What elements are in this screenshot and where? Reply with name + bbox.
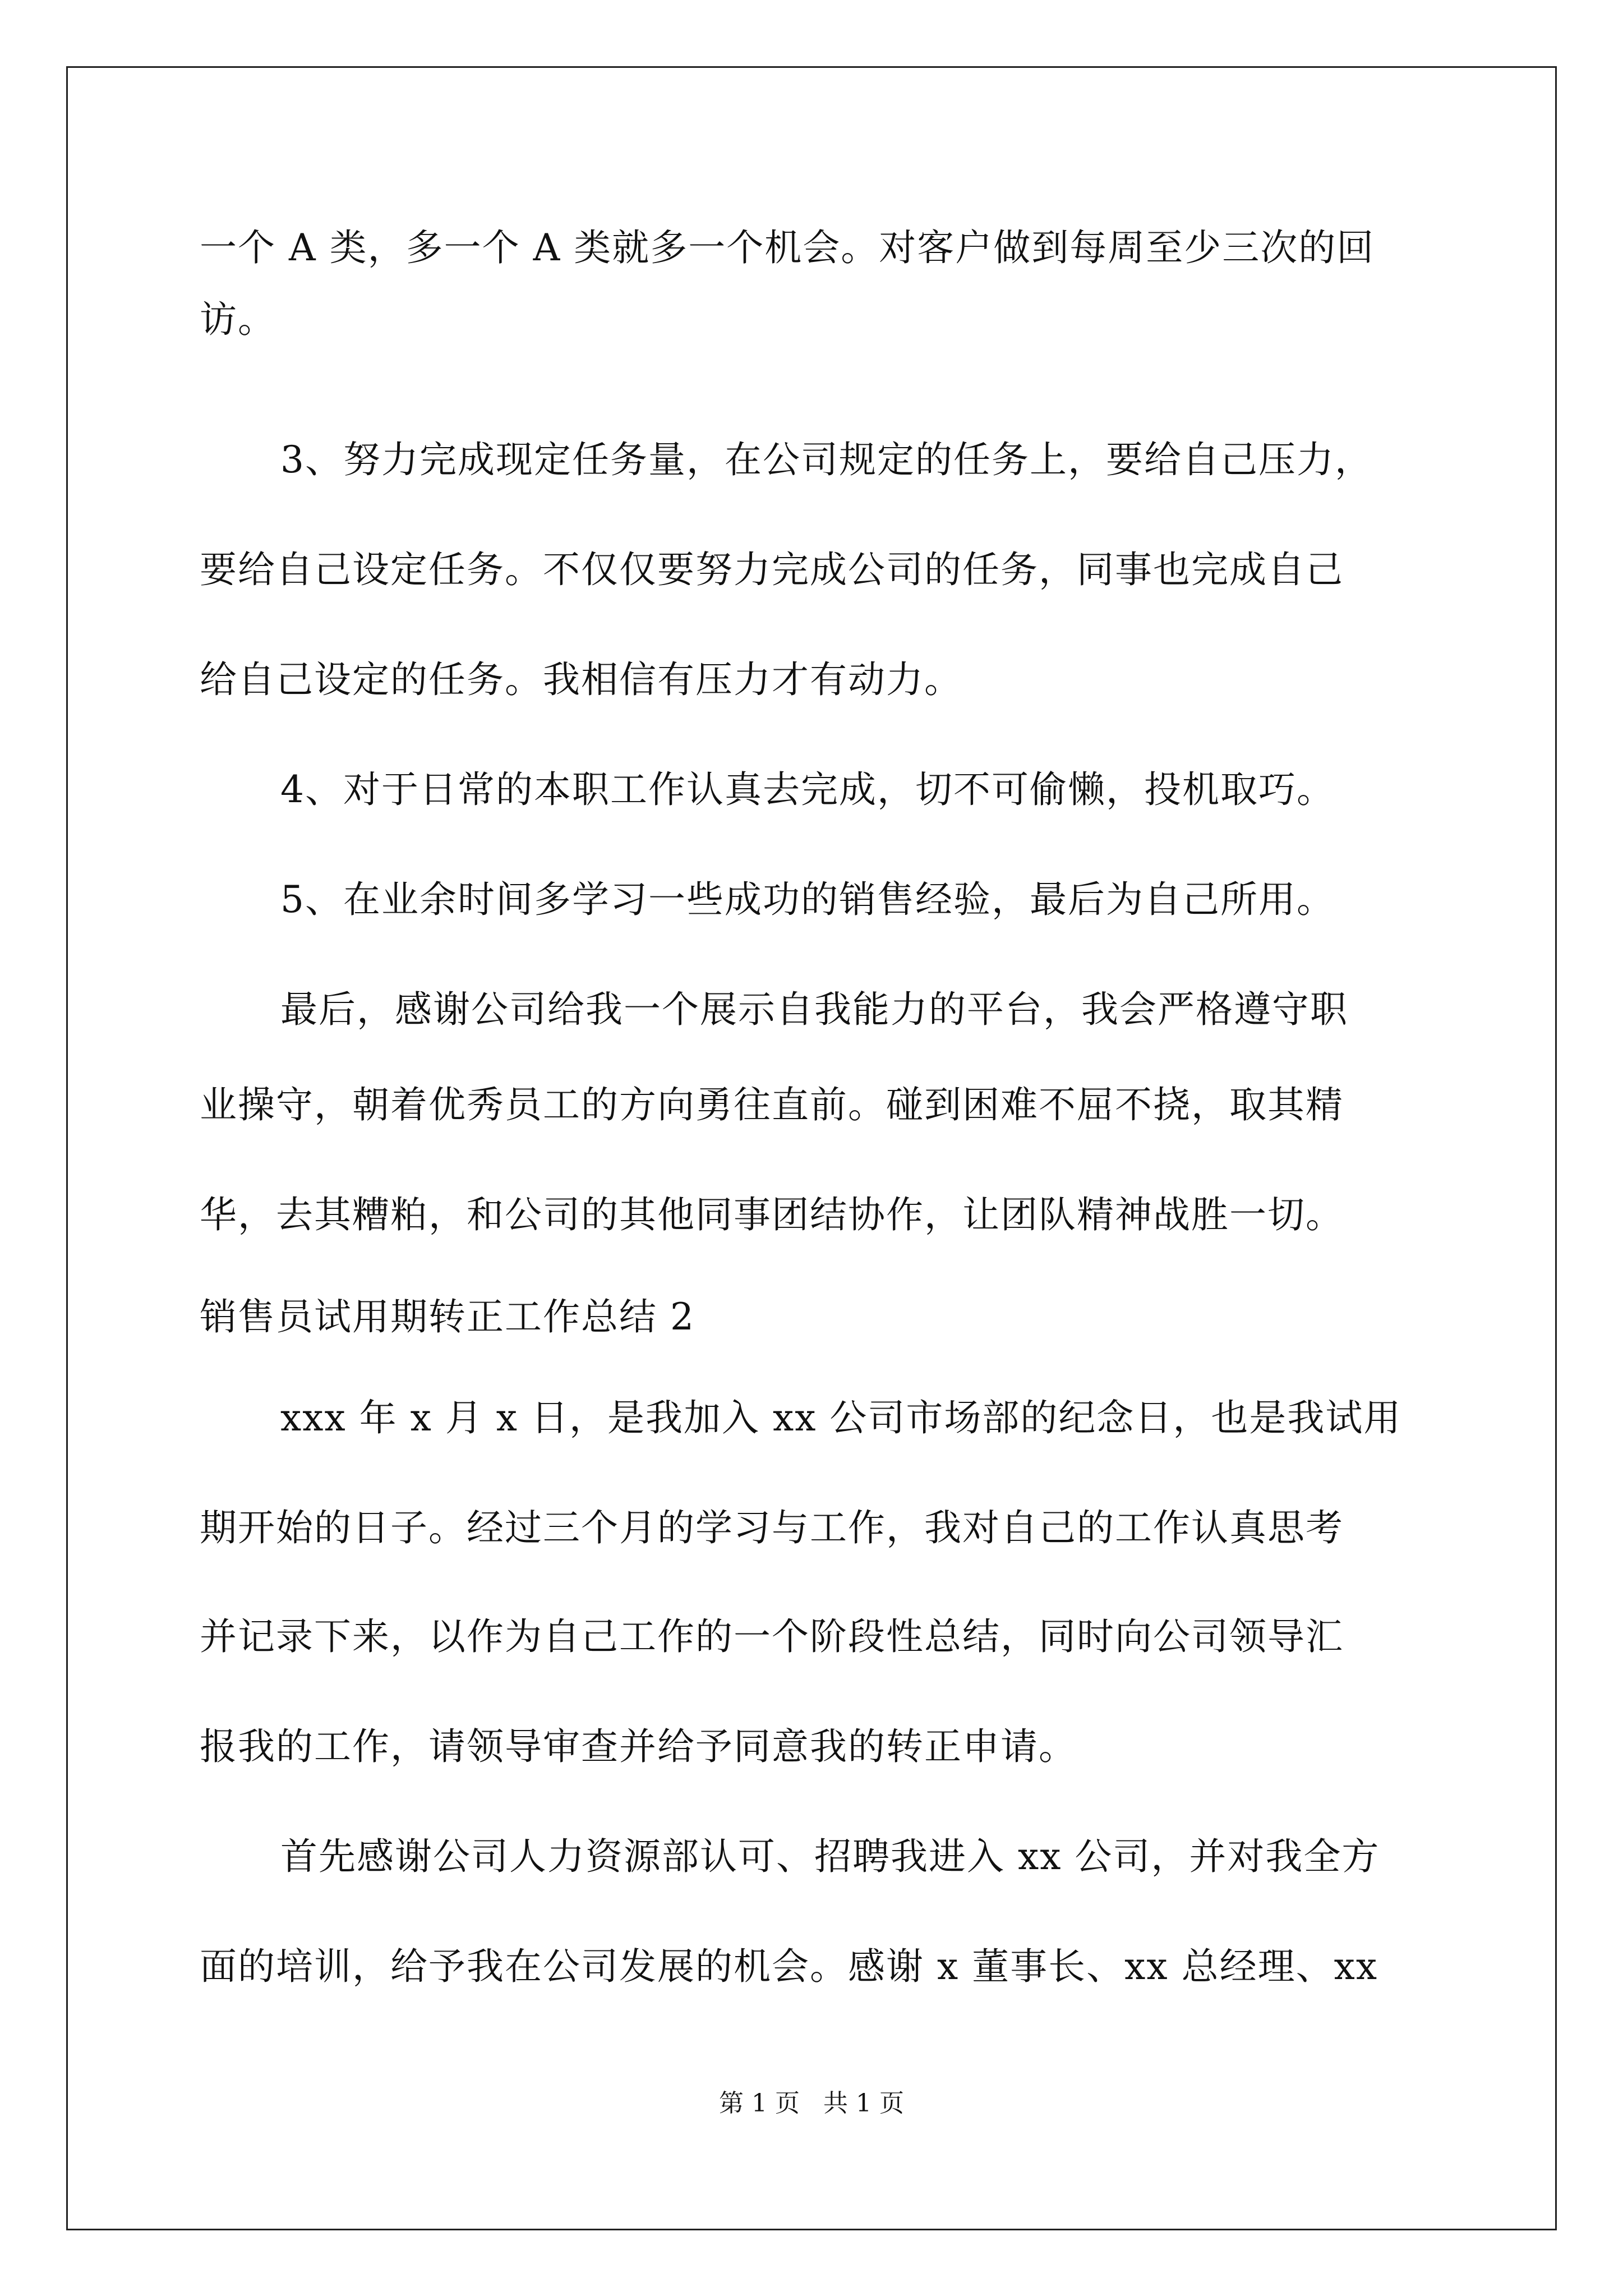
body-text-line: 给自己设定的任务。我相信有压力才有动力。 (200, 658, 962, 701)
body-text-line: 5、在业余时间多学习一些成功的销售经验，最后为自己所用。 (280, 878, 1335, 921)
body-text-line: 业操守，朝着优秀员工的方向勇往直前。碰到困难不屈不挠，取其精 (200, 1083, 1344, 1126)
body-text-line: 3、努力完成现定任务量，在公司规定的任务上，要给自己压力， (280, 438, 1373, 481)
body-text-line: 报我的工作，请领导审查并给予同意我的转正申请。 (200, 1725, 1077, 1768)
page-number-footer: 第 1 页 共 1 页 (719, 2089, 904, 2118)
body-text-line: 4、对于日常的本职工作认真去完成，切不可偷懒，投机取巧。 (280, 768, 1335, 811)
body-text-line: 首先感谢公司人力资源部认可、招聘我进入 xx 公司，并对我全方 (280, 1835, 1380, 1878)
body-text-line: 要给自己设定任务。不仅仅要努力完成公司的任务，同事也完成自己 (200, 548, 1344, 591)
page-border (66, 66, 1557, 2230)
body-text-line: 并记录下来，以作为自己工作的一个阶段性总结，同时向公司领导汇 (200, 1615, 1344, 1658)
body-text-line: 面的培训，给予我在公司发展的机会。感谢 x 董事长、xx 总经理、xx (200, 1945, 1378, 1988)
body-text-line: 一个 A 类，多一个 A 类就多一个机会。对客户做到每周至少三次的回 (200, 226, 1375, 269)
body-text-line: 期开始的日子。经过三个月的学习与工作，我对自己的工作认真思考 (200, 1506, 1344, 1549)
section-heading: 销售员试用期转正工作总结 2 (200, 1295, 695, 1338)
body-text-line: 华，去其糟粕，和公司的其他同事团结协作，让团队精神战胜一切。 (200, 1193, 1344, 1236)
body-text-line: 最后，感谢公司给我一个展示自我能力的平台，我会严格遵守职 (280, 988, 1348, 1031)
body-text-line: xxx 年 x 月 x 日，是我加入 xx 公司市场部的纪念日，也是我试用 (280, 1396, 1402, 1439)
body-text-line: 访。 (200, 298, 276, 341)
